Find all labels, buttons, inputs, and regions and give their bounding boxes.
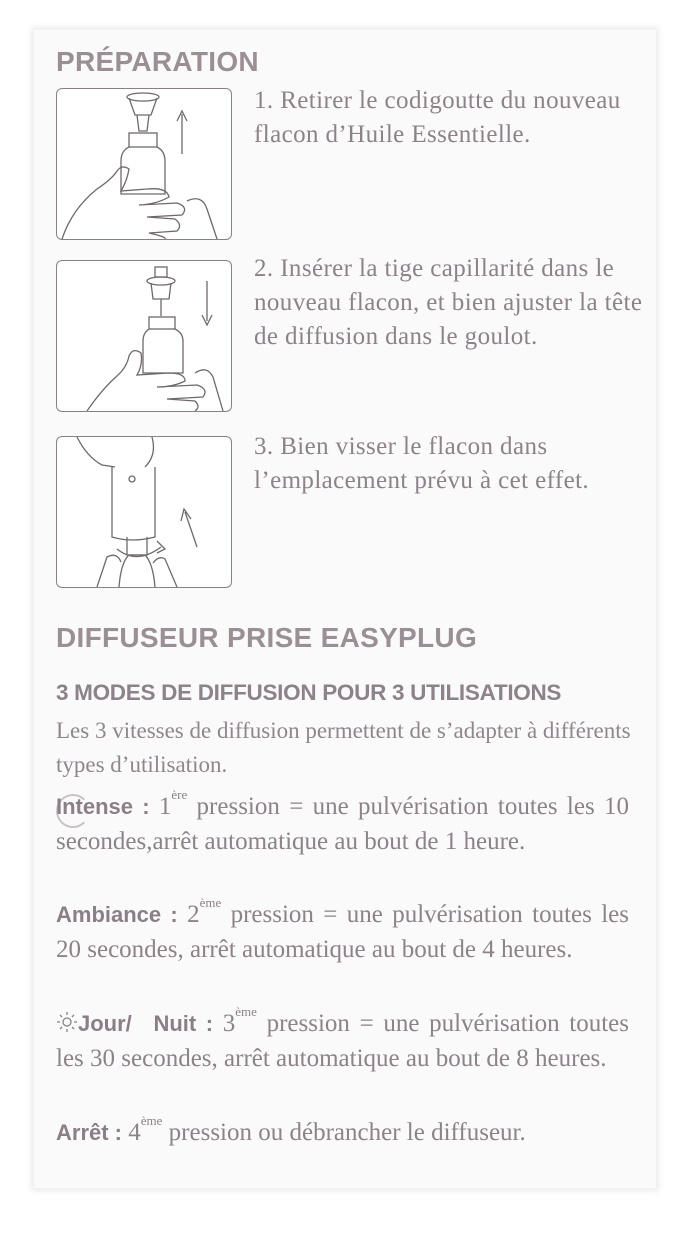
step-1-illustration xyxy=(56,88,232,240)
preparation-heading: PRÉPARATION xyxy=(56,46,259,77)
mode-off-label: Arrêt : xyxy=(56,1120,123,1145)
diffusion-intro: Les 3 vitesses de diffusion permettent de s’adapter à différents types d’utilisation. xyxy=(56,718,631,777)
step-2-text: 2. Insérer la tige capillarité dans le nouveau flacon, et bien ajuster la tête de diffusion dans le goulot. xyxy=(254,255,643,350)
mode-off: Arrêt : 4ème pression ou débrancher le diffuseur. xyxy=(56,1113,526,1146)
bottle-screw-icon xyxy=(57,437,231,587)
diffuser-heading: DIFFUSEUR PRISE EASYPLUG xyxy=(56,622,478,653)
mode-ambiance: Ambiance : 2ème pression = une pulvérisation toutes les 20 secondes, arrêt automatique au bout de 4 heures. xyxy=(56,895,629,963)
mode-day-label: Jour/ xyxy=(78,1011,132,1036)
mode-day-night: Jour/ Nuit : 3ème pression = une pulvérisation toutes les 30 secondes, arrêt automatique au bout de 8 heures. xyxy=(56,1004,630,1072)
bottle-dropper-removal-icon xyxy=(57,89,231,239)
step-3-illustration xyxy=(56,436,232,588)
step-2-illustration xyxy=(56,260,232,412)
sun-icon xyxy=(56,1011,78,1033)
moon-icon xyxy=(141,1015,153,1033)
mode-night-label: Nuit : xyxy=(153,1011,214,1036)
mode-intense: Intense : 1ère pression = une pulvérisation toutes les 10 secondes,arrêt automatique au bout de 1 heure. xyxy=(56,787,629,855)
mode-intense-label: Intense : xyxy=(56,794,150,819)
step-3-text: 3. Bien visser le flacon dans l’emplacement prévu à cet effet. xyxy=(254,433,590,494)
step-1-text: 1. Retirer le codigoutte du nouveau flacon d’Huile Essentielle. xyxy=(254,87,621,148)
capillary-insert-icon xyxy=(57,261,231,411)
mode-ambiance-label: Ambiance : xyxy=(56,902,178,927)
instruction-card xyxy=(34,30,656,1188)
diffusion-modes-subheading: 3 MODES DE DIFFUSION POUR 3 UTILISATIONS xyxy=(56,680,562,705)
